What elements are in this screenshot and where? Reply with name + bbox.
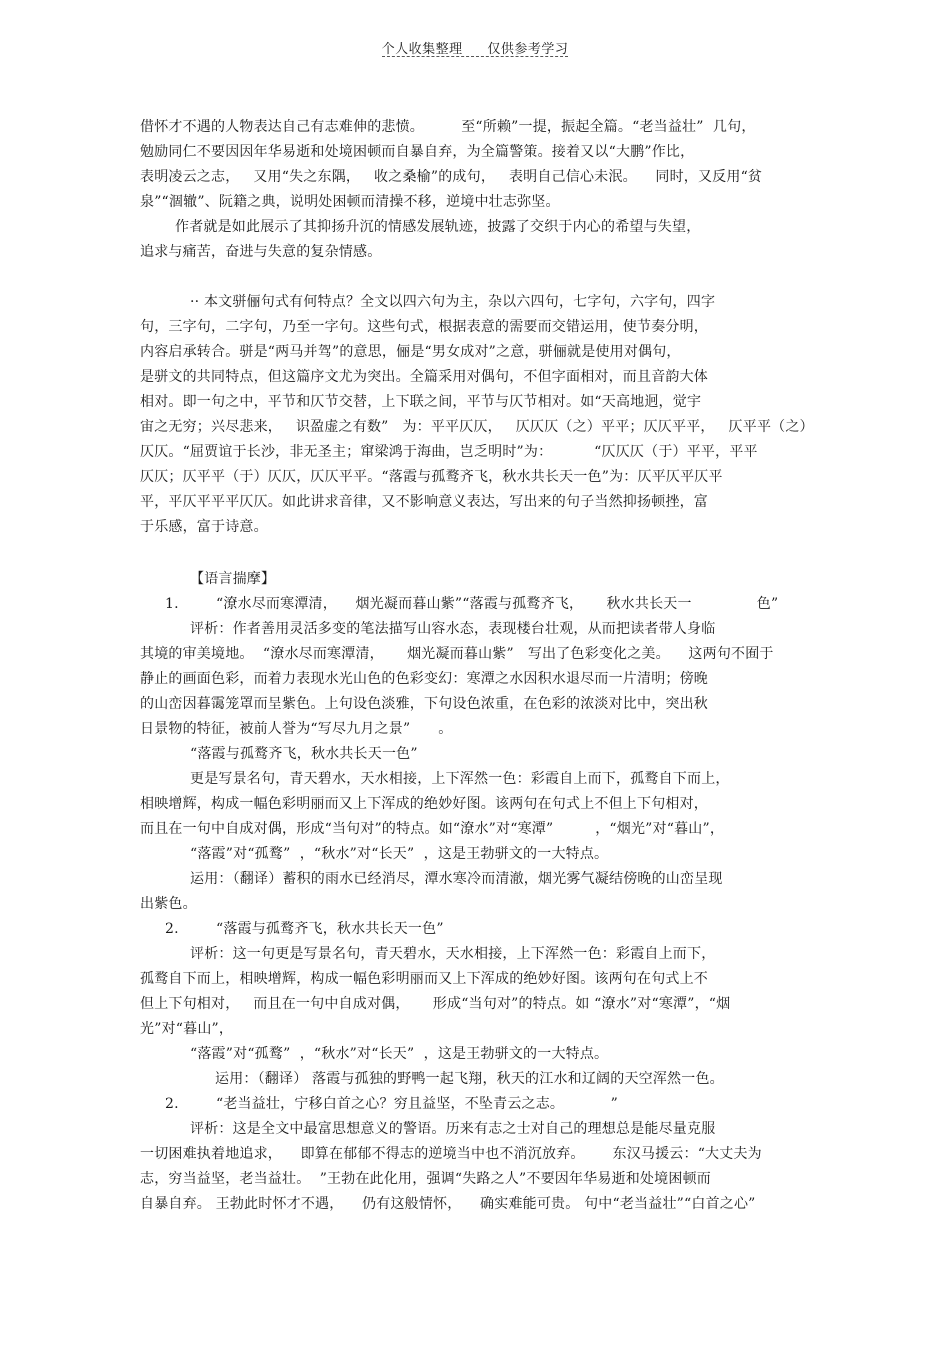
text-line: 运用：（翻译）蓄积的雨水已经消尽，潭水寒冷而清澈，烟光雾气凝结傍晚的山峦呈现 bbox=[190, 871, 723, 887]
text-line: 追求与痛苦，奋进与失意的复杂情感。 bbox=[140, 244, 382, 260]
text-line: 仄仄。“屈贾谊于长沙，非无圣主；窜梁鸿于海曲，岂乏明时”为： “仄仄仄（于）平平，平平 bbox=[140, 444, 758, 460]
header-dashed-rule bbox=[382, 56, 568, 57]
text-line: 相对。即一句之中，平节和仄节交替，上下联之间，平节与仄节相对。如“天高地迥，觉宇 bbox=[140, 394, 702, 410]
text-line: 评析：这是全文中最富思想意义的警语。历来有志之士对自己的理想总是能尽量克服 bbox=[190, 1121, 716, 1137]
text-line: 其境的审美境地。 “潦水尽而寒潭清， 烟光凝而暮山紫” 写出了色彩变化之美。 这两句不囿于 bbox=[140, 646, 774, 662]
header-right-text: 仅供参考学习 bbox=[487, 42, 569, 57]
text-line: 评析：作者善用灵活多变的笔法描写山容水态，表现楼台壮观，从而把读者带人身临 bbox=[190, 621, 716, 637]
text-line: 的山峦因暮霭笼罩而呈紫色。上句设色淡雅，下句设色浓重，在色彩的浓淡对比中，突出秋 bbox=[140, 696, 708, 712]
text-line: 仄仄；仄平平（于）仄仄，仄仄平平。“落霞与孤鹜齐飞，秋水共长天一色”为：仄平仄平仄平 bbox=[140, 469, 723, 485]
text-line: 出紫色。 bbox=[140, 896, 197, 912]
text-line: 内容启承转合。骈是“两马并驾”的意思，俪是“男女成对”之意，骈俪就是使用对偶句， bbox=[140, 344, 681, 360]
text-line: “落霞”对“孤鹜” ，“秋水”对“长天” ，这是王勃骈文的一大特点。 bbox=[190, 846, 609, 862]
text-line: 评析：这一句更是写景名句，青天碧水，天水相接，上下浑然一色：彩霞自上而下， bbox=[190, 946, 716, 962]
text-line: 一切困难执着地追求， 即算在郁郁不得志的逆境当中也不消沉放弃。 东汉马援云：“大丈夫为 bbox=[140, 1146, 762, 1162]
text-line: 静止的画面色彩，而着力表现水光山色的色彩变幻：寒潭之水因积水退尽而一片清明；傍晚 bbox=[140, 671, 708, 687]
text-line: 是骈文的共同特点，但这篇序文尤为突出。全篇采用对偶句，不但字面相对，而且音韵大体 bbox=[140, 369, 708, 385]
header-left-text: 个人收集整理 bbox=[381, 42, 463, 57]
page-header bbox=[0, 38, 950, 57]
text-line: “落霞”对“孤鹜” ，“秋水”对“长天” ，这是王勃骈文的一大特点。 bbox=[190, 1046, 609, 1062]
text-line: 2. “落霞与孤鹜齐飞，秋水共长天一色” bbox=[165, 921, 444, 937]
text-line: 志，穷当益坚，老当益壮。 ”王勃在此化用，强调“失路之人”不要因年华易逝和处境困顿而 bbox=[140, 1171, 711, 1187]
text-line: 表明凌云之志， 又用“失之东隅， 收之桑榆”的成句， 表明自己信心未泯。 同时，又反用“贫 bbox=[140, 169, 763, 185]
text-line: 相映增辉，构成一幅色彩明丽而又上下浑成的绝妙好图。该两句在句式上不但上下句相对， bbox=[140, 796, 708, 812]
text-line: 孤鹜自下而上，相映增辉，构成一幅色彩明丽而又上下浑成的绝妙好图。该两句在句式上不 bbox=[140, 971, 708, 987]
text-line: 运用：（翻译） 落霞与孤独的野鸭一起飞翔，秋天的江水和辽阔的天空浑然一色。 bbox=[215, 1071, 724, 1087]
text-line: 平，平仄平平平仄仄。如此讲求音律，又不影响意义表达，写出来的句子当然抑扬顿挫，富 bbox=[140, 494, 708, 510]
text-line: 光”对“暮山”， bbox=[140, 1021, 234, 1037]
text-line: 泉”“涸辙”、阮籍之典，说明处困顿而清操不移，逆境中壮志弥坚。 bbox=[140, 194, 560, 210]
text-line: 宙之无穷；兴尽悲来， 识盈虚之有数” 为：平平仄仄， 仄仄仄（之）平平；仄仄平平， 仄平平（之） bbox=[140, 419, 814, 435]
text-line: 勉励同仁不要因因年华易逝和处境困顿而自暴自弃，为全篇警策。接着又以“大鹏”作比， bbox=[140, 144, 695, 160]
text-line: 【语言揣摩】 bbox=[190, 571, 276, 587]
text-line: 1. “潦水尽而寒潭清， 烟光凝而暮山紫”“落霞与孤鹜齐飞， 秋水共长天一 色” bbox=[165, 596, 779, 612]
text-line: 日景物的特征，被前人誉为“写尽九月之景” 。 bbox=[140, 721, 453, 737]
text-line: 但上下句相对， 而且在一句中自成对偶， 形成“当句对”的特点。如 “潦水”对“寒潭”，“烟 bbox=[140, 996, 731, 1012]
text-line: 而且在一句中自成对偶，形成“当句对”的特点。如“潦水”对“寒潭” ，“烟光”对“暮山”， bbox=[140, 821, 725, 837]
text-line: 更是写景名句，青天碧水，天水相接，上下浑然一色：彩霞自上而下，孤鹜自下而上， bbox=[190, 771, 730, 787]
text-line: 自暴自弃。 王勃此时怀才不遇， 仍有这般情怀， 确实难能可贵。 句中“老当益壮”“白首之心” bbox=[140, 1196, 756, 1212]
text-line: 2. “老当益壮，宁移白首之心？穷且益坚，不坠青云之志。 ” bbox=[165, 1096, 618, 1112]
text-line: “落霞与孤鹜齐飞，秋水共长天一色” bbox=[190, 746, 418, 762]
text-line: 于乐感，富于诗意。 bbox=[140, 519, 268, 535]
text-line: 句，三字句，二字句，乃至一字句。这些句式，根据表意的需要而交错运用，使节奏分明， bbox=[140, 319, 708, 335]
text-line: 作者就是如此展示了其抑扬升沉的情感发展轨迹，披露了交织于内心的希望与失望， bbox=[175, 219, 701, 235]
text-line: 借怀才不遇的人物表达自己有志难伸的悲愤。 至“所赖”一提，振起全篇。“老当益壮” 几句， bbox=[140, 119, 756, 135]
text-line: ·· 本文骈俪句式有何特点？全文以四六句为主，杂以六四句，七字句，六字句，四字 bbox=[190, 294, 716, 310]
